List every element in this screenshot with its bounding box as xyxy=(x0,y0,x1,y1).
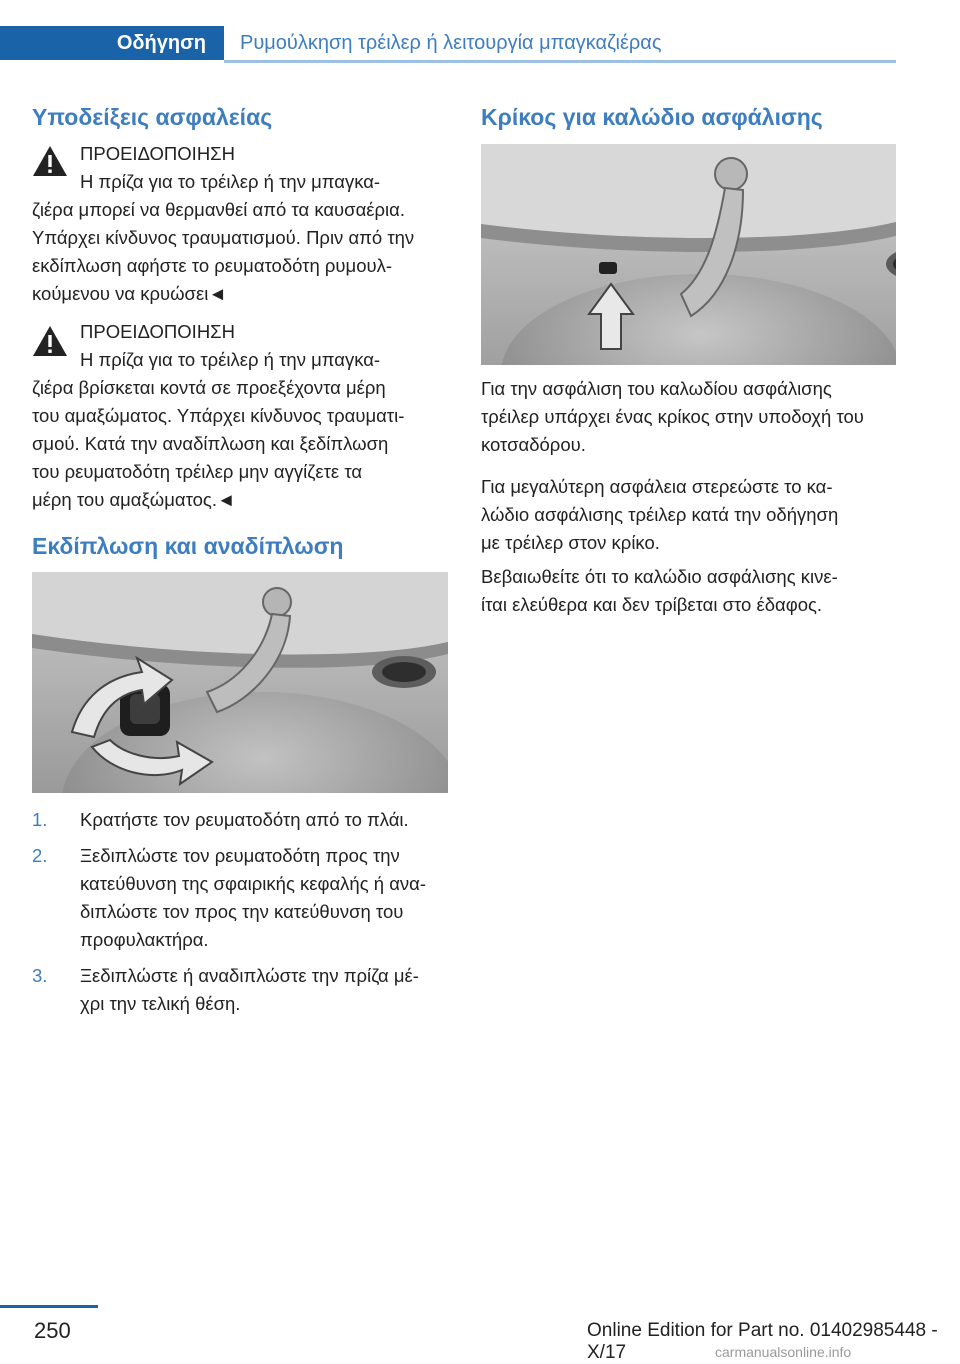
paragraph xyxy=(481,473,901,557)
tab-driving[interactable]: Οδήγηση xyxy=(0,26,224,60)
step-text: διπλώστε τον προς την κατεύθυνση του xyxy=(80,901,404,922)
warning-text-line: του αμαξώματος. Υπάρχει κίνδυνος τραυματι- xyxy=(32,405,405,426)
text-line: με τρέιλερ στον κρίκο. xyxy=(481,532,660,553)
fold-section-title: Εκδίπλωση και αναδίπλωση xyxy=(32,533,344,559)
warning-text-line: κούμενου να κρυώσει◄ xyxy=(32,283,227,304)
page-number: 250 xyxy=(34,1318,71,1343)
text-line: ίται ελεύθερα και δεν τρίβεται στο έδαφος. xyxy=(481,594,823,615)
fold-steps-list xyxy=(32,806,452,1026)
step-number: 2. xyxy=(32,845,48,866)
safety-ring-photo xyxy=(481,144,896,365)
warning-text-line: μέρη του αμαξώματος.◄ xyxy=(32,489,236,510)
warning-text-line: Η πρίζα για το τρέιλερ ή την μπαγκα- xyxy=(80,349,381,370)
warning-label: ΠΡΟΕΙΔΟΠΟΙΗΣΗ xyxy=(80,143,235,164)
list-item xyxy=(32,842,452,954)
safety-section-title: Υποδείξεις ασφαλείας xyxy=(32,104,273,130)
step-text: Ξεδιπλώστε ή αναδιπλώστε την πρίζα μέ- xyxy=(80,965,419,986)
footer-divider xyxy=(0,1305,98,1308)
list-item xyxy=(32,962,452,1018)
step-text: κατεύθυνση της σφαιρικής κεφαλής ή ανα- xyxy=(80,873,427,894)
warning-block-2 xyxy=(32,318,448,514)
text-line: κοτσαδόρου. xyxy=(481,434,586,455)
paragraph xyxy=(481,563,901,619)
warning-text-line: Η πρίζα για το τρέιλερ ή την μπαγκα- xyxy=(80,171,381,192)
step-number: 1. xyxy=(32,809,48,830)
warning-text-line: ζιέρα μπορεί να θερμανθεί από τα καυσαέρια. xyxy=(32,199,405,220)
ring-section-title: Κρίκος για καλώδιο ασφάλισης xyxy=(481,104,823,130)
edition-text: Online Edition for Part no. 01402985448 - X/17 xyxy=(587,1320,938,1363)
text-line: Για την ασφάλιση του καλωδίου ασφάλισης xyxy=(481,378,832,399)
warning-text-line: του ρευματοδότη τρέιλερ μην αγγίζετε τα xyxy=(32,461,363,482)
text-line: τρέιλερ υπάρχει ένας κρίκος στην υποδοχή του xyxy=(481,406,864,427)
socket-fold-photo xyxy=(32,572,448,793)
step-text: Ξεδιπλώστε τον ρευματοδότη προς την xyxy=(80,845,400,866)
ring-description xyxy=(481,375,901,633)
warning-text-line: ζιέρα βρίσκεται κοντά σε προεξέχοντα μέρη xyxy=(32,377,386,398)
warning-block-1 xyxy=(32,140,448,308)
text-line: Βεβαιωθείτε ότι το καλώδιο ασφάλισης κινε- xyxy=(481,566,838,587)
watermark: carmanualsonline.info xyxy=(715,1344,852,1360)
step-number: 3. xyxy=(32,965,48,986)
list-item xyxy=(32,806,452,834)
step-text: χρι την τελική θέση. xyxy=(80,993,241,1014)
text-line: λώδιο ασφάλισης τρέιλερ κατά την οδήγηση xyxy=(481,504,839,525)
warning-text-line: εκδίπλωση αφήστε το ρευματοδότη ρυμουλ- xyxy=(32,255,393,276)
warning-label: ΠΡΟΕΙΔΟΠΟΙΗΣΗ xyxy=(80,321,235,342)
warning-text-line: σμού. Κατά την αναδίπλωση και ξεδίπλωση xyxy=(32,433,389,454)
breadcrumb[interactable]: Ρυμούλκηση τρέιλερ ή λειτουργία μπαγκαζιέρας xyxy=(240,31,662,54)
paragraph xyxy=(481,375,901,459)
header-divider xyxy=(224,60,896,63)
warning-text-line: Υπάρχει κίνδυνος τραυματισμού. Πριν από την xyxy=(32,227,415,248)
step-text: Κρατήστε τον ρευματοδότη από το πλάι. xyxy=(80,809,409,830)
text-line: Για μεγαλύτερη ασφάλεια στερεώστε το κα- xyxy=(481,476,833,497)
step-text: προφυλακτήρα. xyxy=(80,929,209,950)
